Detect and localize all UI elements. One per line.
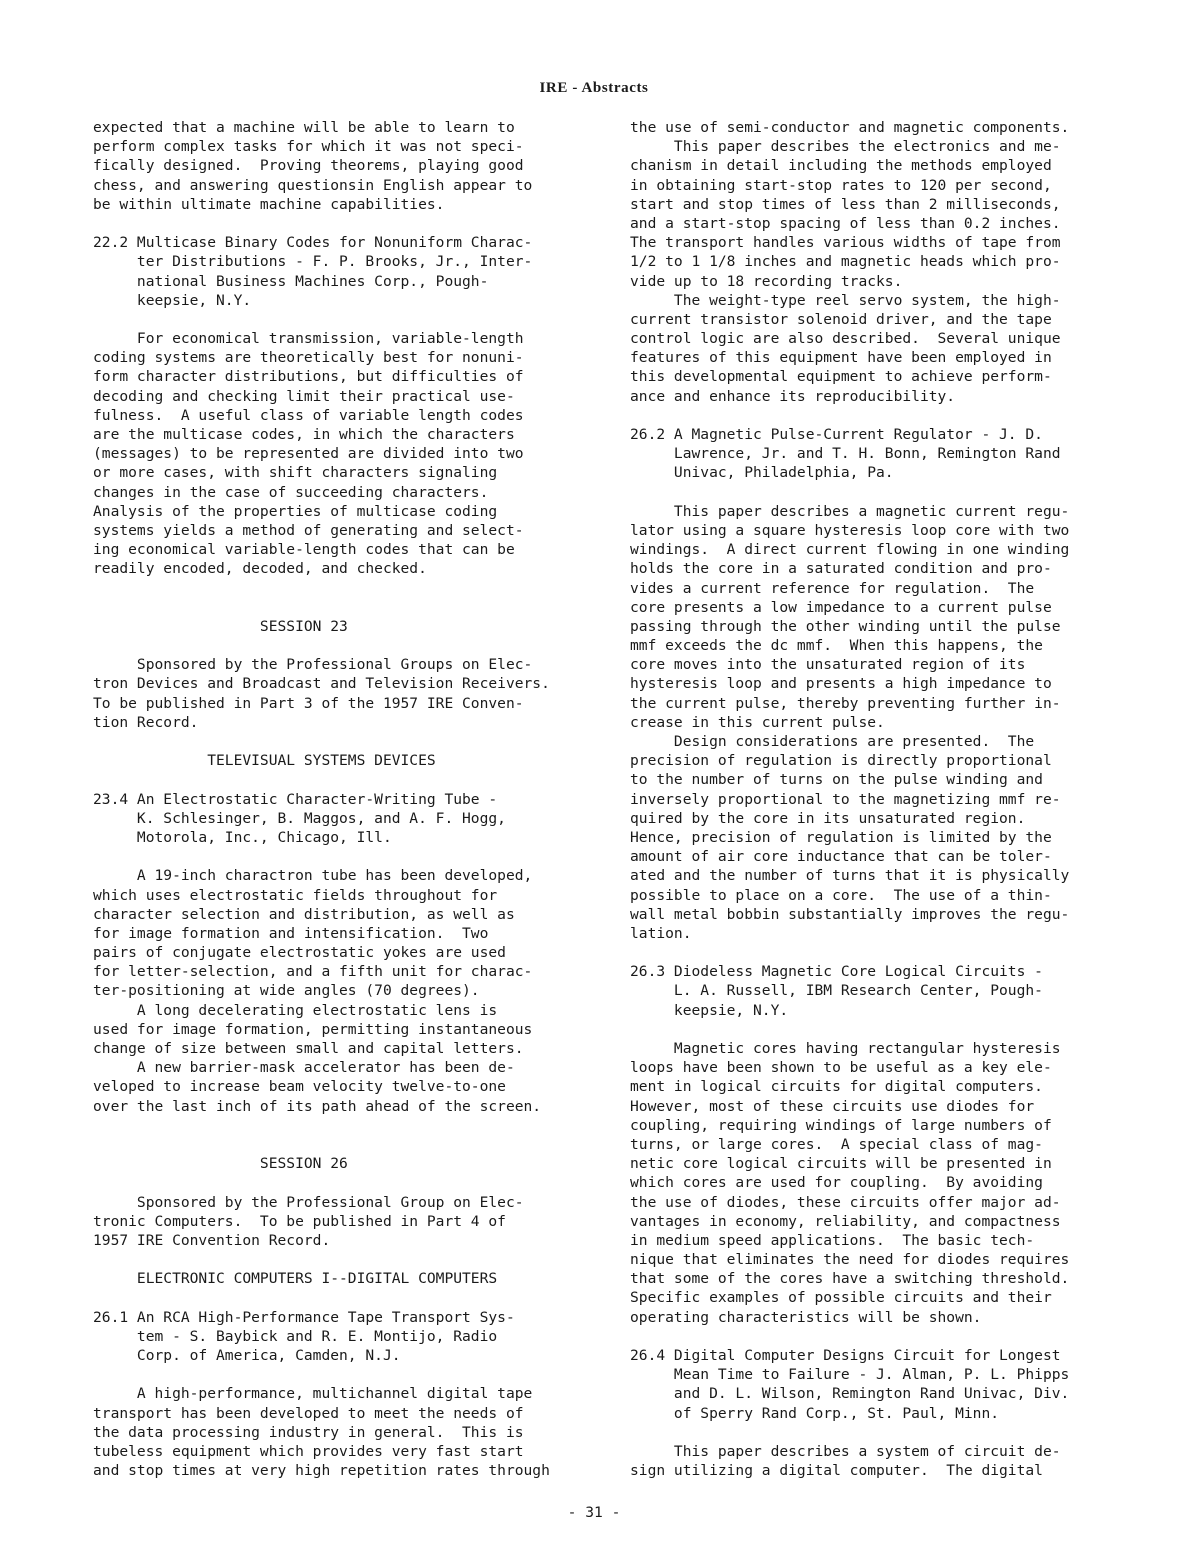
text-line: that some of the cores have a switching threshold. (630, 1270, 1070, 1288)
text-line: SESSION 23 (93, 617, 348, 635)
page-number: - 31 - (567, 1504, 621, 1521)
text-line: Magnetic cores having rectangular hysteresis (630, 1040, 1061, 1057)
text-line: The transport handles various widths of tape from (630, 234, 1061, 252)
paragraph-gap (630, 943, 1120, 962)
page-header: IRE - Abstracts (539, 80, 649, 96)
text-line: perform complex tasks for which it was not speci- (93, 138, 524, 156)
text-line: This paper describes a magnetic current regu- (630, 502, 1070, 520)
text-line: for image formation and intensification. Two (93, 924, 489, 942)
text-line: nique that eliminates the need for diodes requires (630, 1251, 1070, 1269)
text-line: ing economical variable-length codes that can be (93, 541, 515, 559)
text-line: keepsie, N.Y. (630, 1001, 789, 1019)
text-line: wall metal bobbin substantially improves the regu- (630, 905, 1070, 923)
text-line: chanism in detail including the methods employed (630, 157, 1052, 175)
right-column (630, 118, 1120, 1480)
text-block (93, 790, 593, 848)
text-line: hysteresis loop and presents a high impedance to (630, 675, 1052, 693)
text-line: windings. A direct current flowing in one winding (630, 541, 1070, 559)
text-block (93, 866, 593, 1115)
text-line: transport has been developed to meet the needs of (93, 1404, 524, 1422)
text-block (93, 1308, 593, 1366)
text-block (630, 118, 1120, 406)
text-line: A 19-inch charactron tube has been developed, (93, 867, 533, 885)
text-line: fically designed. Proving theorems, playing good (93, 157, 524, 175)
text-line: in obtaining start-stop rates to 120 per second, (630, 176, 1052, 194)
text-line: systems yields a method of generating and select- (93, 521, 524, 539)
text-line: core presents a low impedance to a current pulse (630, 598, 1052, 616)
text-line: coding systems are theoretically best for nonuni- (93, 349, 524, 367)
paragraph-gap (630, 406, 1120, 425)
paragraph-gap (630, 1423, 1120, 1442)
text-line: keepsie, N.Y. (93, 291, 252, 309)
text-line: control logic are also described. Several unique (630, 330, 1061, 348)
text-line: loops have been shown to be useful as a key ele- (630, 1059, 1052, 1077)
text-line: change of size between small and capital letters. (93, 1040, 524, 1057)
text-line: Hence, precision of regulation is limited by the (630, 828, 1052, 846)
paragraph-gap (93, 1288, 593, 1307)
text-line: 26.2 A Magnetic Pulse-Current Regulator - J. D. (630, 426, 1043, 443)
text-block (630, 1442, 1120, 1480)
text-line: start and stop times of less than 2 milliseconds, (630, 195, 1061, 213)
text-line: This paper describes the electronics and me- (630, 138, 1061, 156)
text-line: of Sperry Rand Corp., St. Paul, Minn. (630, 1404, 1000, 1422)
text-line: TELEVISUAL SYSTEMS DEVICES (93, 752, 436, 770)
text-line: 26.1 An RCA High-Performance Tape Transport Sys- (93, 1308, 515, 1326)
text-line: Sponsored by the Professional Groups on Elec- (93, 656, 533, 674)
text-line: ance and enhance its reproducibility. (630, 387, 956, 405)
text-line: mmf exceeds the dc mmf. When this happens, the (630, 637, 1043, 655)
text-block (93, 1384, 593, 1480)
text-line: or more cases, with shift characters signaling (93, 464, 498, 482)
paragraph-gap (93, 770, 593, 789)
text-line: quired by the core in its unsaturated region. (630, 809, 1026, 827)
text-block (93, 655, 593, 732)
text-block (93, 1269, 593, 1288)
text-line: Sponsored by the Professional Group on Elec- (93, 1193, 524, 1211)
text-line: 23.4 An Electrostatic Character-Writing Tube - (93, 790, 498, 808)
text-line: readily encoded, decoded, and checked. (93, 560, 427, 578)
text-line: the data processing industry in general. This is (93, 1423, 524, 1441)
text-line: the current pulse, thereby preventing further in- (630, 694, 1061, 712)
text-line (93, 598, 593, 617)
text-line: changes in the case of succeeding characters. (93, 483, 489, 501)
text-line: A new barrier-mask accelerator has been de- (93, 1059, 515, 1077)
left-column (93, 118, 593, 1480)
text-line: ELECTRONIC COMPUTERS I--DIGITAL COMPUTERS (93, 1270, 498, 1288)
text-line: lator using a square hysteresis loop core with two (630, 521, 1070, 539)
text-line: (messages) to be represented are divided into two (93, 445, 524, 463)
text-line: Mean Time to Failure - J. Alman, P. L. Phipps (630, 1366, 1070, 1384)
text-line: current transistor solenoid driver, and the tape (630, 310, 1052, 328)
text-line: and D. L. Wilson, Remington Rand Univac, Div. (630, 1385, 1070, 1403)
paragraph-gap (93, 847, 593, 866)
text-block (93, 118, 593, 214)
text-line: tron Devices and Broadcast and Television Receivers. (93, 675, 550, 693)
text-block (630, 962, 1120, 1020)
text-line: Design considerations are presented. The (630, 733, 1035, 750)
text-line: fulness. A useful class of variable length codes (93, 406, 524, 424)
text-block (630, 502, 1120, 943)
paragraph-gap (93, 636, 593, 655)
text-line: Lawrence, Jr. and T. H. Bonn, Remington Rand (630, 445, 1061, 463)
text-line: national Business Machines Corp., Pough- (93, 272, 489, 290)
text-block (93, 329, 593, 578)
text-block (630, 425, 1120, 483)
text-line: Analysis of the properties of multicase coding (93, 502, 498, 520)
text-line: holds the core in a saturated condition and pro- (630, 560, 1052, 578)
text-line: crease in this current pulse. (630, 713, 885, 731)
text-block (93, 233, 593, 310)
text-line: operating characteristics will be shown. (630, 1308, 982, 1326)
text-line: However, most of these circuits use diodes for (630, 1097, 1035, 1115)
text-line: core moves into the unsaturated region of its (630, 656, 1026, 674)
text-line: decoding and checking limit their practical use- (93, 387, 515, 405)
text-line: amount of air core inductance that can be toler- (630, 848, 1052, 866)
text-line: coupling, requiring windings of large numbers of (630, 1116, 1052, 1134)
text-line: which cores are used for coupling. By avoiding (630, 1174, 1043, 1192)
text-line: Univac, Philadelphia, Pa. (630, 464, 894, 482)
text-line: precision of regulation is directly proportional (630, 752, 1052, 770)
text-line: possible to place on a core. The use of a thin- (630, 886, 1052, 904)
text-line: vide up to 18 recording tracks. (630, 272, 903, 290)
text-line: inversely proportional to the magnetizing mmf re- (630, 790, 1061, 808)
text-line: pairs of conjugate electrostatic yokes are used (93, 944, 506, 962)
text-line: used for image formation, permitting instantaneous (93, 1020, 533, 1038)
text-block (630, 1039, 1120, 1327)
text-line: this developmental equipment to achieve perform- (630, 368, 1052, 386)
paragraph-gap (93, 1116, 593, 1135)
text-line: tem - S. Baybick and R. E. Montijo, Radio (93, 1327, 498, 1345)
paragraph-gap (93, 1250, 593, 1269)
text-line: K. Schlesinger, B. Maggos, and A. F. Hogg, (93, 809, 506, 827)
text-line: for letter-selection, and a fifth unit for charac- (93, 963, 533, 981)
text-line: tion Record. (93, 713, 199, 731)
text-line: be within ultimate machine capabilities. (93, 195, 445, 213)
text-line: ment in logical circuits for digital computers. (630, 1078, 1043, 1096)
paragraph-gap (93, 732, 593, 751)
text-line: L. A. Russell, IBM Research Center, Pough- (630, 982, 1043, 1000)
text-line: ter Distributions - F. P. Brooks, Jr., Inter- (93, 253, 533, 271)
text-line: sign utilizing a digital computer. The digital (630, 1462, 1043, 1480)
text-line: form character distributions, but difficulties of (93, 368, 524, 386)
text-line: netic core logical circuits will be presented in (630, 1155, 1052, 1173)
paragraph-gap (630, 483, 1120, 502)
text-line (93, 1135, 593, 1154)
text-line: To be published in Part 3 of the 1957 IRE Conven- (93, 694, 524, 712)
text-line: Specific examples of possible circuits and their (630, 1289, 1052, 1307)
text-line: tubeless equipment which provides very fast start (93, 1442, 524, 1460)
text-line: This paper describes a system of circuit de- (630, 1442, 1061, 1460)
text-line: expected that a machine will be able to learn to (93, 119, 515, 136)
text-line: lation. (630, 924, 692, 942)
paragraph-gap (630, 1020, 1120, 1039)
text-line: A long decelerating electrostatic lens is (93, 1001, 498, 1019)
text-line: The weight-type reel servo system, the high- (630, 291, 1061, 309)
text-line: vides a current reference for regulation. The (630, 579, 1035, 597)
text-line: the use of semi-conductor and magnetic components. (630, 119, 1070, 136)
text-line: 22.2 Multicase Binary Codes for Nonuniform Charac- (93, 234, 533, 252)
text-block (93, 598, 593, 636)
text-line: For economical transmission, variable-length (93, 330, 524, 348)
text-line: the use of diodes, these circuits offer major ad- (630, 1193, 1061, 1211)
text-line: A high-performance, multichannel digital tape (93, 1385, 533, 1403)
text-line: are the multicase codes, in which the characters (93, 426, 515, 443)
text-block (630, 1346, 1120, 1423)
text-line: Corp. of America, Camden, N.J. (93, 1347, 401, 1364)
text-block (93, 751, 593, 770)
text-line: and a start-stop spacing of less than 0.2 inches. (630, 214, 1061, 232)
text-block (93, 1193, 593, 1251)
text-line: and stop times at very high repetition rates through (93, 1462, 550, 1480)
text-line: which uses electrostatic fields throughout for (93, 886, 498, 904)
text-block (93, 1135, 593, 1173)
paragraph-gap (93, 1365, 593, 1384)
text-line: 1/2 to 1 1/8 inches and magnetic heads which pro- (630, 253, 1061, 271)
paragraph-gap (93, 1173, 593, 1192)
text-line: chess, and answering questionsin English appear to (93, 176, 533, 194)
text-line: over the last inch of its path ahead of the screen. (93, 1097, 542, 1115)
text-line: ated and the number of turns that it is physically (630, 867, 1070, 885)
text-line: 26.3 Diodeless Magnetic Core Logical Circuits - (630, 963, 1043, 981)
text-line: features of this equipment have been employed in (630, 349, 1052, 367)
text-line: vantages in economy, reliability, and compactness (630, 1212, 1061, 1230)
text-line: to the number of turns on the pulse winding and (630, 771, 1043, 789)
text-line: turns, or large cores. A special class of mag- (630, 1135, 1043, 1153)
paragraph-gap (93, 214, 593, 233)
text-line: 1957 IRE Convention Record. (93, 1231, 331, 1249)
text-line: ter-positioning at wide angles (70 degrees). (93, 982, 480, 1000)
text-line: 26.4 Digital Computer Designs Circuit for Longest (630, 1347, 1061, 1364)
paragraph-gap (630, 1327, 1120, 1346)
text-line: passing through the other winding until the pulse (630, 617, 1061, 635)
text-line: in medium speed applications. The basic tech- (630, 1231, 1035, 1249)
text-line: veloped to increase beam velocity twelve-to-one (93, 1078, 506, 1096)
text-line: character selection and distribution, as well as (93, 905, 515, 923)
paragraph-gap (93, 579, 593, 598)
text-line: tronic Computers. To be published in Part 4 of (93, 1212, 506, 1230)
text-line: Motorola, Inc., Chicago, Ill. (93, 828, 392, 846)
text-line: SESSION 26 (93, 1155, 348, 1173)
paragraph-gap (93, 310, 593, 329)
